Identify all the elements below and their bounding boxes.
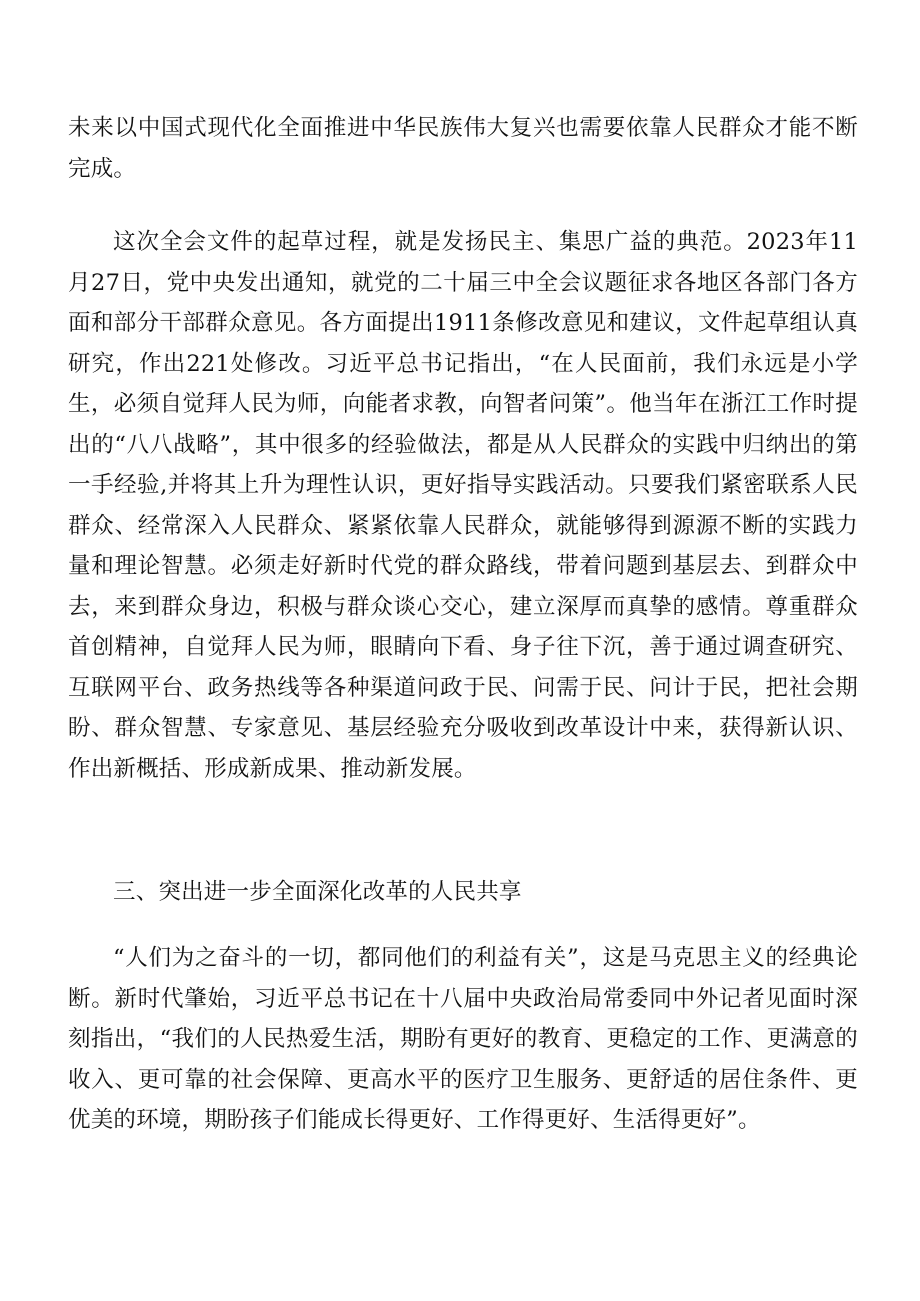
paragraph-people-interests: “人们为之奋斗的一切，都同他们的利益有关”，这是马克思主义的经典论断。新时代肇始，习近平总书记在十八届中央政治局常委同中外记者见面时深刻指出，“我们的人民热爱生活，期盼有更好的教育、更稳定的工作、更满意的收入、更可靠的社会保障、更高水平的医疗卫生服务、更舒适的居住条件、更优美的环境，期盼孩子们能成长得更好、工作得更好、生活得更好”。 — [68, 945, 858, 1133]
section-heading: 三、突出进一步全面深化改革的人民共享 — [113, 879, 522, 905]
paragraph-drafting-process: 这次全会文件的起草过程，就是发扬民主、集思广益的典范。2023年11月27日，党中央发出通知，就党的二十届三中全会议题征求各地区各部门各方面和部分干部群众意见。各方面提出1911条修改意见和建议，文件起草组认真研究，作出221处修改。习近平总书记指出，“在人民面前，我们永远是小学生，必须自觉拜人民为师，向能者求教，向智者问策”。他当年在浙江工作时提出的“八八战略”，其中很多的经验做法，都是从人民群众的实践中归纳出的第一手经验,并将其上升为理性认识，更好指导实践活动。只要我们紧密联系人民群众、经常深入人民群众、紧紧依靠人民群众，就能够得到源源不断的实践力量和理论智慧。必须走好新时代党的群众路线，带着问题到基层去、到群众中去，来到群众身边，积极与群众谈心交心，建立深厚而真挚的感情。尊重群众首创精神，自觉拜人民为师，眼睛向下看、身子往下沉，善于通过调查研究、互联网平台、政务热线等各种渠道问政于民、问需于民、问计于民，把社会期盼、群众智慧、专家意见、基层经验充分吸收到改革设计中来，获得新认识、作出新概括、形成新成果、推动新发展。 — [68, 229, 858, 782]
paragraph-continuation: 未来以中国式现代化全面推进中华民族伟大复兴也需要依靠人民群众才能不断完成。 — [68, 115, 858, 182]
